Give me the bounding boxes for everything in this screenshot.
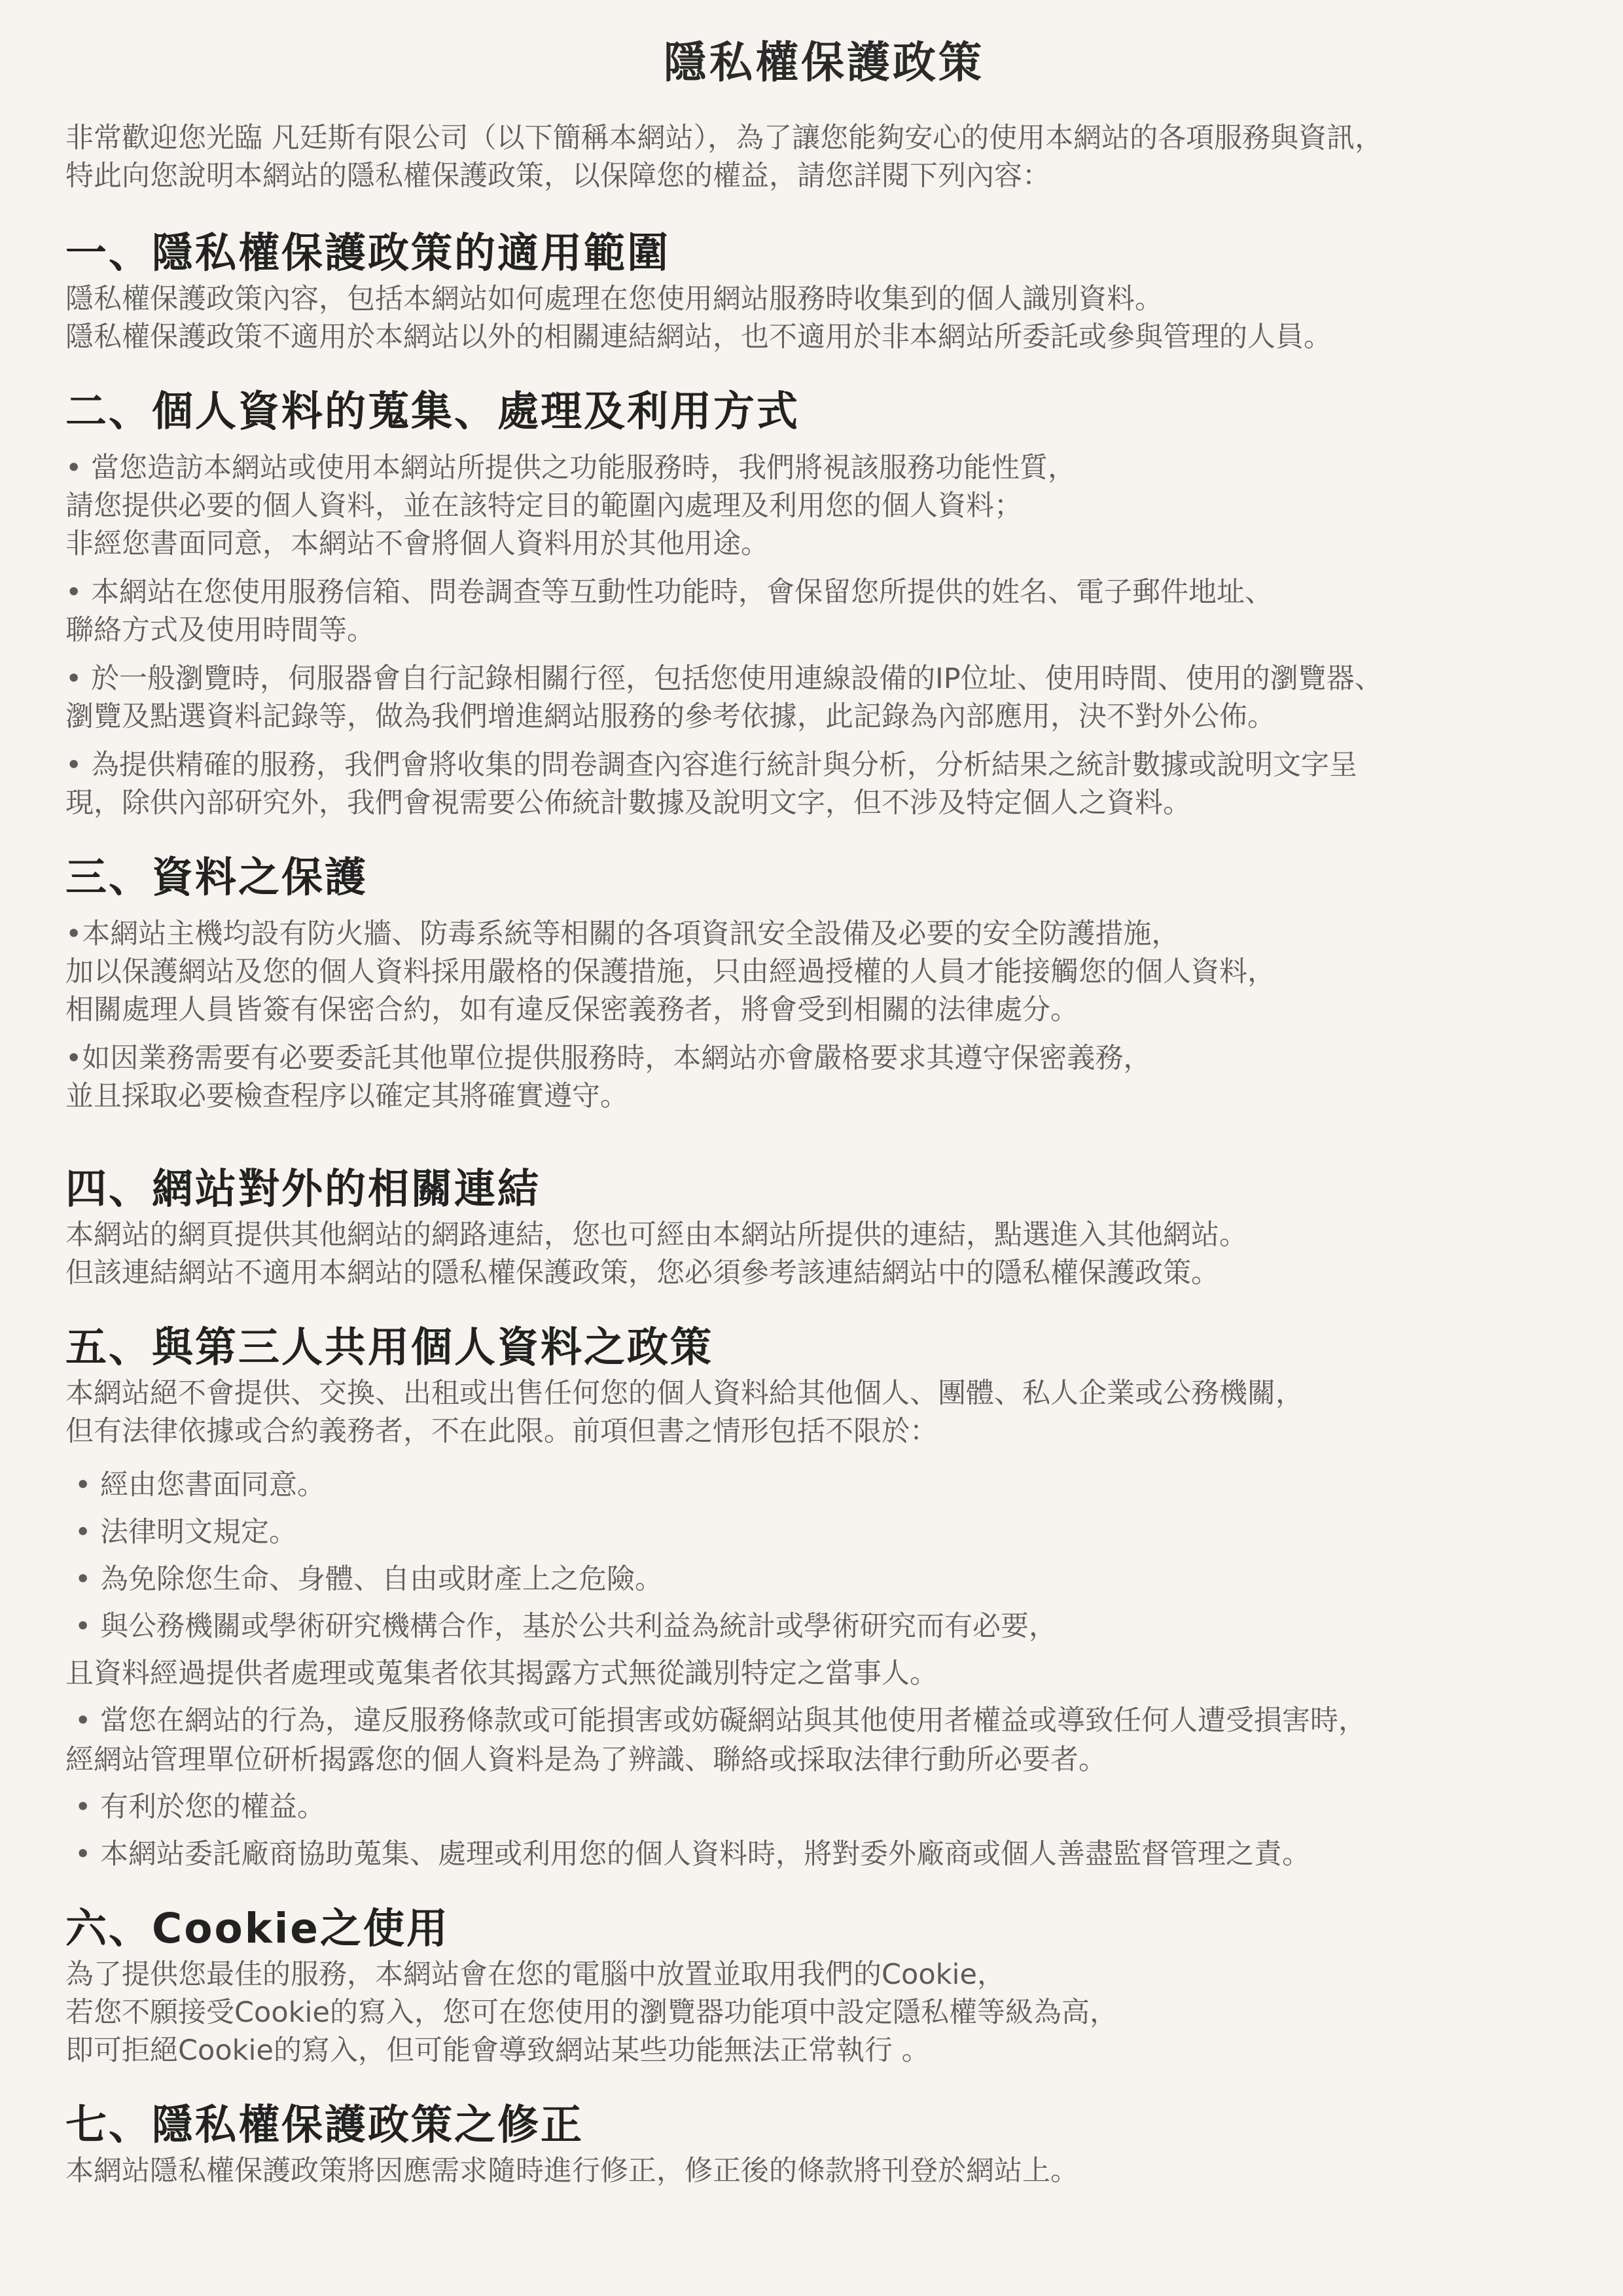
text-line: 為了提供您最佳的服務，本網站會在您的電腦中放置並取用我們的Cookie， — [65, 1958, 1005, 1991]
list-item: • 法律明文規定。 — [75, 1516, 298, 1549]
text-line: 聯絡方式及使用時間等。 — [65, 614, 375, 647]
text-line: 本網站絕不會提供、交換、出租或出售任何您的個人資料給其他個人、團體、私人企業或公務機關， — [65, 1377, 1304, 1410]
text-line: • 當您造訪本網站或使用本網站所提供之功能服務時，我們將視該服務功能性質， — [65, 452, 1077, 484]
text-line: 現，除供內部研究外，我們會視需要公佈統計數據及說明文字，但不涉及特定個人之資料。 — [65, 787, 1191, 819]
text-line: 若您不願接受Cookie的寫入，您可在您使用的瀏覽器功能項中設定隱私權等級為高， — [65, 1996, 1118, 2029]
section-7-body — [65, 2152, 1582, 2190]
text-line: 相關處理人員皆簽有保密合約，如有違反保密義務者，將會受到相關的法律處分。 — [65, 994, 1079, 1026]
intro-line: 特此向您說明本網站的隱私權保護政策，以保障您的權益，請您詳閱下列內容： — [65, 160, 1050, 192]
section-5-title: 五、與第三人共用個人資料之政策 — [65, 1323, 713, 1371]
section-2-item — [65, 660, 1582, 736]
text-line: 即可拒絕Cookie的寫入，但可能會導致網站某些功能無法正常執行 。 — [65, 2034, 930, 2067]
list-item: • 與公務機關或學術研究機構合作，基於公共利益為統計或學術研究而有必要， — [75, 1610, 1058, 1643]
list-item: • 有利於您的權益。 — [75, 1791, 326, 1823]
section-4-title: 四、網站對外的相關連結 — [65, 1165, 541, 1213]
section-5-body — [65, 1374, 1582, 1450]
section-3-item — [65, 1039, 1582, 1115]
section-6-body — [65, 1956, 1582, 2070]
section-1-body — [65, 280, 1582, 356]
text-line: 本網站的網頁提供其他網站的網路連結，您也可經由本網站所提供的連結，點選進入其他網站。 — [65, 1219, 1247, 1251]
text-line: 瀏覽及點選資料記錄等，做為我們增進網站服務的參考依據，此記錄為內部應用，決不對外公佈。 — [65, 700, 1275, 733]
section-7-title: 七、隱私權保護政策之修正 — [65, 2101, 584, 2149]
section-2-item — [65, 746, 1582, 822]
section-1-title: 一、隱私權保護政策的適用範圍 — [65, 229, 670, 277]
list-item-continuation: 且資料經過提供者處理或蒐集者依其揭露方式無從識別特定之當事人。 — [65, 1657, 938, 1690]
text-line: 請您提供必要的個人資料，並在該特定目的範圍內處理及利用您的個人資料； — [65, 490, 1022, 522]
section-3-item — [65, 915, 1582, 1029]
text-line: • 於一般瀏覽時，伺服器會自行記錄相關行徑，包括您使用連線設備的IP位址、使用時間、使用的瀏覽器、 — [65, 662, 1383, 695]
section-4-body — [65, 1216, 1582, 1292]
text-line: 本網站隱私權保護政策將因應需求隨時進行修正，修正後的條款將刊登於網站上。 — [65, 2155, 1079, 2187]
text-line: 隱私權保護政策不適用於本網站以外的相關連結網站，也不適用於非本網站所委託或參與管理的人員。 — [65, 321, 1332, 353]
text-line: •本網站主機均設有防火牆、防毒系統等相關的各項資訊安全設備及必要的安全防護措施， — [65, 918, 1180, 950]
text-line: 非經您書面同意，本網站不會將個人資料用於其他用途。 — [65, 528, 769, 560]
list-item: • 當您在網站的行為，違反服務條款或可能損害或妨礙網站與其他使用者權益或導致任何人遭受損害時， — [75, 1704, 1367, 1737]
text-line: 但該連結網站不適用本網站的隱私權保護政策，您必須參考該連結網站中的隱私權保護政策。 — [65, 1257, 1219, 1289]
section-2-title: 二、個人資料的蒐集、處理及利用方式 — [65, 387, 800, 435]
text-line: • 本網站在您使用服務信箱、問卷調查等互動性功能時，會保留您所提供的姓名、電子郵件地址、 — [65, 576, 1274, 609]
text-line: •如因業務需要有必要委託其他單位提供服務時，本網站亦會嚴格要求其遵守保密義務， — [65, 1042, 1152, 1075]
intro-line: 非常歡迎您光臨 凡廷斯有限公司（以下簡稱本網站），為了讓您能夠安心的使用本網站的各項服務與資訊， — [65, 122, 1383, 154]
text-line: • 為提供精確的服務，我們會將收集的問卷調查內容進行統計與分析，分析結果之統計數據或說明文字呈 — [65, 749, 1358, 781]
list-item: • 為免除您生命、身體、自由或財產上之危險。 — [75, 1563, 664, 1596]
page-title: 隱私權保護政策 — [664, 37, 984, 88]
section-2-item — [65, 449, 1582, 563]
text-line: 但有法律依據或合約義務者，不在此限。前項但書之情形包括不限於： — [65, 1415, 938, 1448]
list-item: • 經由您書面同意。 — [75, 1469, 326, 1501]
intro-paragraph — [65, 119, 1582, 195]
section-6-title: 六、Cookie之使用 — [65, 1905, 450, 1952]
section-3-title: 三、資料之保護 — [65, 853, 368, 901]
list-item-continuation: 經網站管理單位研析揭露您的個人資料是為了辨識、聯絡或採取法律行動所必要者。 — [65, 1744, 1107, 1776]
list-item: • 本網站委託廠商協助蒐集、處理或利用您的個人資料時，將對委外廠商或個人善盡監督管理之責。 — [75, 1838, 1311, 1871]
section-2-item — [65, 573, 1582, 649]
text-line: 並且採取必要檢查程序以確定其將確實遵守。 — [65, 1080, 628, 1113]
text-line: 加以保護網站及您的個人資料採用嚴格的保護措施，只由經過授權的人員才能接觸您的個人資料， — [65, 956, 1275, 988]
text-line: 隱私權保護政策內容，包括本網站如何處理在您使用網站服務時收集到的個人識別資料。 — [65, 283, 1163, 315]
